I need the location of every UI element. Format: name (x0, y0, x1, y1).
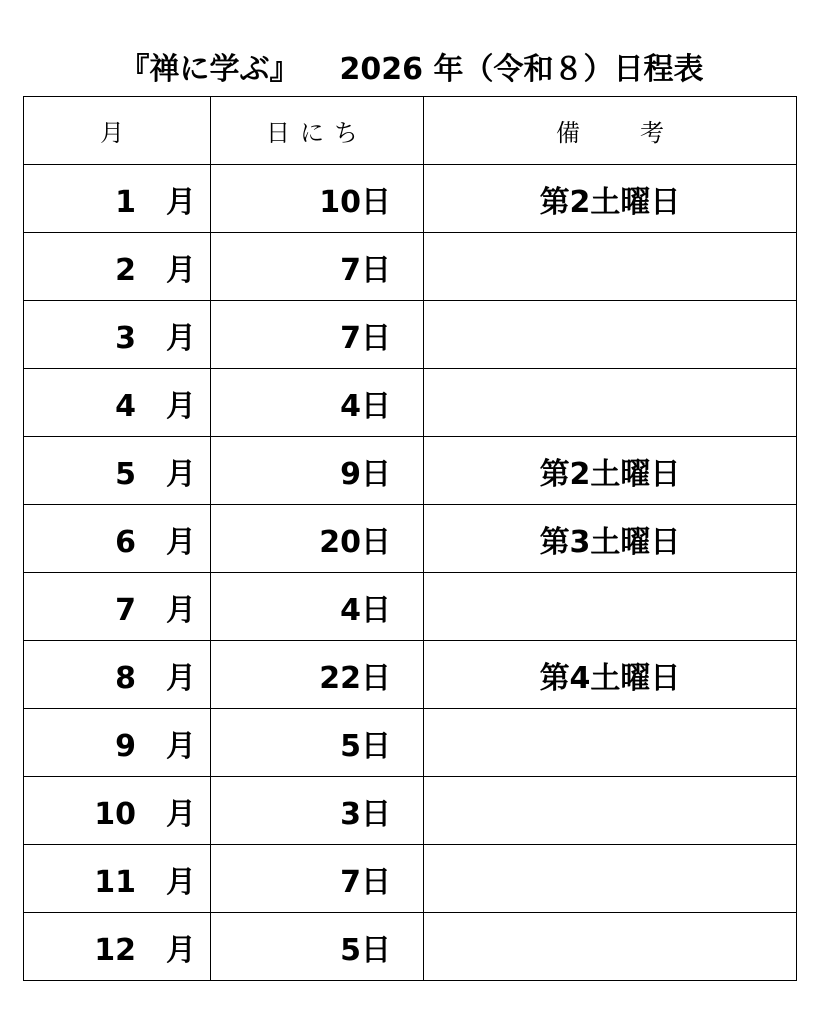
table-row (24, 709, 797, 777)
day-cell: 5日 (211, 709, 424, 777)
month-cell: 6 月 (24, 505, 211, 573)
note-cell: 第4土曜日 (424, 641, 797, 709)
note-cell (424, 573, 797, 641)
day-cell: 10日 (211, 165, 424, 233)
month-cell: 4 月 (24, 369, 211, 437)
month-cell: 1 月 (24, 165, 211, 233)
header-day: 日にち (211, 97, 424, 165)
month-cell: 10 月 (24, 777, 211, 845)
table-header-row (24, 97, 797, 165)
day-cell: 9日 (211, 437, 424, 505)
month-cell: 9 月 (24, 709, 211, 777)
note-cell: 第3土曜日 (424, 505, 797, 573)
day-cell: 4日 (211, 573, 424, 641)
note-cell (424, 369, 797, 437)
month-cell: 11 月 (24, 845, 211, 913)
table-row (24, 233, 797, 301)
table-row (24, 845, 797, 913)
page-title (0, 40, 823, 92)
note-cell (424, 845, 797, 913)
table-row (24, 437, 797, 505)
note-cell (424, 233, 797, 301)
day-cell: 20日 (211, 505, 424, 573)
day-cell: 22日 (211, 641, 424, 709)
table-row (24, 165, 797, 233)
month-cell: 8 月 (24, 641, 211, 709)
table-row (24, 641, 797, 709)
note-cell (424, 301, 797, 369)
note-cell: 第2土曜日 (424, 165, 797, 233)
table-row (24, 369, 797, 437)
day-cell: 7日 (211, 233, 424, 301)
day-cell: 7日 (211, 301, 424, 369)
title-program-name: 『禅に学ぶ』 (119, 52, 300, 87)
note-cell (424, 709, 797, 777)
day-cell: 7日 (211, 845, 424, 913)
header-note: 備考 (424, 97, 797, 165)
month-cell: 5 月 (24, 437, 211, 505)
header-month: 月 (24, 97, 211, 165)
table-row (24, 301, 797, 369)
schedule-body (24, 165, 797, 981)
month-cell: 2 月 (24, 233, 211, 301)
day-cell: 5日 (211, 913, 424, 981)
table-row (24, 777, 797, 845)
table-row (24, 505, 797, 573)
day-cell: 4日 (211, 369, 424, 437)
note-cell: 第2土曜日 (424, 437, 797, 505)
note-cell (424, 777, 797, 845)
month-cell: 7 月 (24, 573, 211, 641)
month-cell: 3 月 (24, 301, 211, 369)
note-cell (424, 913, 797, 981)
day-cell: 3日 (211, 777, 424, 845)
schedule-table (23, 96, 797, 981)
title-schedule-year: 2026 年（令和８）日程表 (339, 52, 704, 87)
table-row (24, 913, 797, 981)
month-cell: 12 月 (24, 913, 211, 981)
table-row (24, 573, 797, 641)
